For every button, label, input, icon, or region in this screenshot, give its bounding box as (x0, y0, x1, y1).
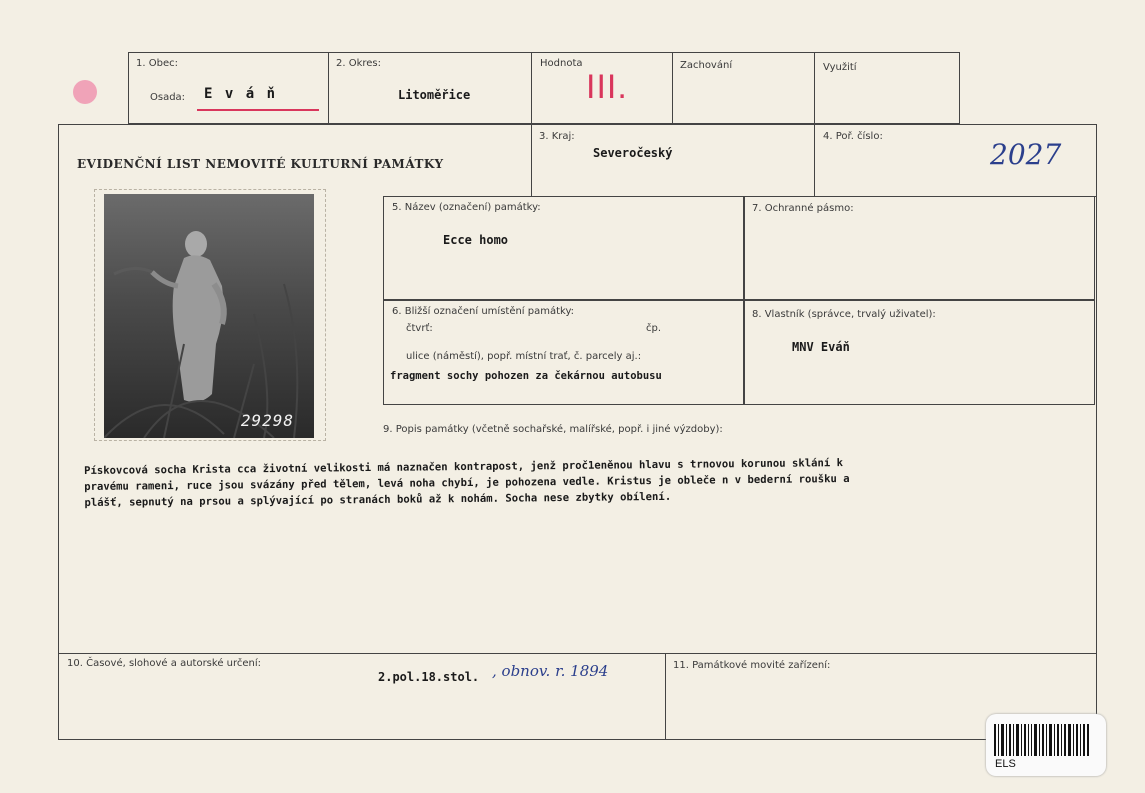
popis-line: plášť, sepnutý na prsou a splývající po stranách boků až k nohám. Socha nese zbytky obílení. (84, 490, 672, 509)
osada-value: E v á ň (204, 86, 278, 102)
barcode-label (986, 714, 1106, 776)
popis-line: Pískovcová socha Krista cca životní velikosti má naznačen kontrapost, jenž proč1eněnou hlavu s trnovou korunou sklání k (84, 457, 844, 477)
vyuziti-label: Využití (823, 62, 857, 73)
ctvrt-label: čtvrť: (406, 323, 433, 334)
popis-label: 9. Popis památky (včetně sochařské, malířské, popř. i jiné výzdoby): (383, 424, 723, 435)
popis-line: pravému rameni, ruce jsou svázány před tělem, levá noha chybí, je pohozena vedle. Kristus je obleče n v bederní roušku a (84, 472, 850, 493)
nazev-label: 5. Název (označení) památky: (392, 202, 541, 213)
osada-label: Osada: (150, 92, 186, 103)
red-dot-mark (73, 80, 97, 104)
nazev-value: Ecce homo (443, 233, 509, 247)
okres-value: Litoměřice (398, 88, 471, 102)
casove-handwritten: , obnov. r. 1894 (492, 662, 609, 680)
photo-number: 29298 (240, 411, 294, 430)
por-cislo-label: 4. Poř. číslo: (823, 131, 883, 142)
casove-value: 2.pol.18.stol. (378, 670, 480, 684)
form-title: EVIDENČNÍ LIST NEMOVITÉ KULTURNÍ PAMÁTKY (77, 157, 444, 171)
kraj-value: Severočeský (593, 146, 673, 160)
por-cislo-value: 2027 (990, 138, 1062, 171)
hodnota-value: III. (586, 68, 628, 106)
kraj-label: 3. Kraj: (539, 131, 575, 142)
hodnota-label: Hodnota (540, 58, 583, 69)
vlastnik-label: 8. Vlastník (správce, trvalý uživatel): (752, 309, 936, 320)
ochranne-label: 7. Ochranné pásmo: (752, 203, 854, 214)
monument-photo (104, 194, 314, 438)
casove-label: 10. Časové, slohové a autorské určení: (67, 658, 262, 669)
zachovani-label: Zachování (680, 60, 733, 71)
statue-illustration (104, 194, 314, 438)
movite-label: 11. Památkové movité zařízení: (673, 660, 831, 671)
ulice-label: ulice (náměstí), popř. místní trať, č. parcely aj.: (406, 351, 642, 362)
barcode-text: ELS (995, 758, 1016, 770)
umisteni-label: 6. Bližší označení umístění památky: (392, 306, 575, 317)
vlastnik-value: MNV Eváň (792, 340, 850, 354)
cp-label: čp. (646, 323, 662, 334)
umisteni-value: fragment sochy pohozen za čekárnou autobusu (390, 370, 662, 382)
okres-label: 2. Okres: (336, 58, 382, 69)
osada-underline (197, 109, 319, 111)
obec-label: 1. Obec: (136, 58, 178, 69)
barcode-icon (994, 724, 1090, 756)
